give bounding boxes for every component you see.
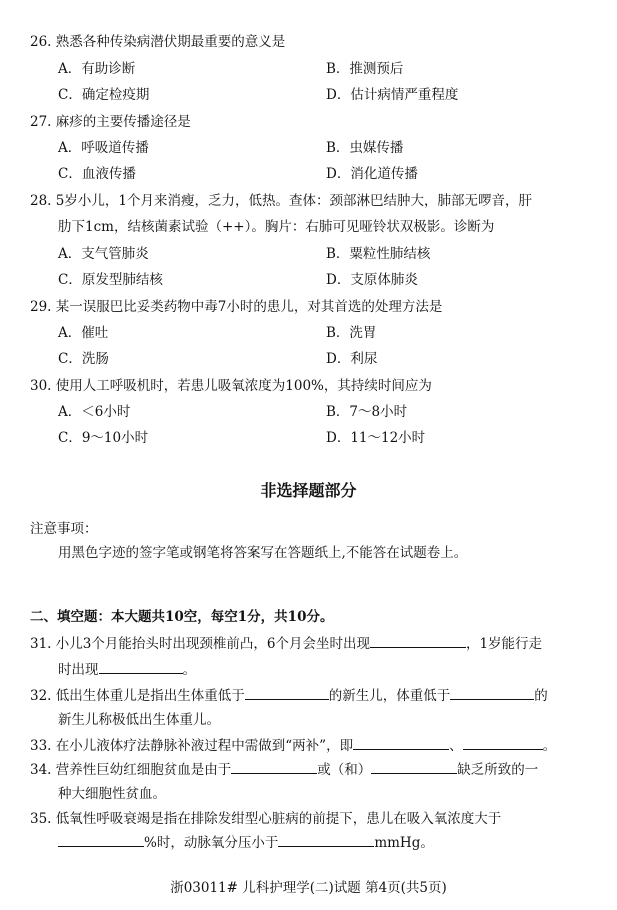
- question-text: 缺乏所致的一: [457, 762, 539, 778]
- question-stem: 麻疹的主要传播途径是: [55, 114, 191, 130]
- option-a: A．催吐: [58, 325, 109, 341]
- question-number: 30.: [30, 378, 52, 394]
- question-33: [30, 734, 556, 754]
- option-c: C．9～10小时: [58, 430, 149, 446]
- option-c: C．原发型肺结核: [58, 272, 163, 288]
- question-stem: 熟悉各种传染病潜伏期最重要的意义是: [55, 34, 286, 50]
- option-c: C．血液传播: [58, 166, 136, 182]
- question-text: 、: [449, 738, 463, 754]
- option-d: D．利尿: [326, 351, 378, 367]
- question-27: [30, 110, 191, 130]
- question-stem-continued: 肋下1cm，结核菌素试验（++）。胸片：右肺可见哑铃状双极影。诊断为: [58, 219, 495, 235]
- question-text: 小儿3个月能抬头时出现颈椎前凸，6个月会坐时出现: [55, 636, 370, 652]
- question-text: 。: [182, 662, 196, 678]
- question-text: 。: [542, 738, 557, 754]
- question-text: %时，动脉氧分压小于: [144, 835, 279, 851]
- question-26: [30, 30, 285, 50]
- question-number: 26.: [30, 34, 52, 50]
- question-number: 34.: [30, 762, 52, 778]
- option-b: B．7～8小时: [326, 404, 408, 420]
- question-text: ，1岁能行走: [465, 636, 543, 652]
- question-number: 35.: [30, 811, 52, 827]
- option-c: C．洗肠: [58, 351, 109, 367]
- question-32: [30, 684, 548, 704]
- answer-blank[interactable]: [463, 737, 543, 750]
- option-a: A．＜6小时: [58, 404, 131, 420]
- question-31-continued: [58, 658, 196, 678]
- option-d: D．消化道传播: [326, 166, 418, 182]
- question-number: 28.: [30, 193, 52, 209]
- question-35: [30, 807, 501, 827]
- answer-blank[interactable]: [245, 687, 329, 700]
- option-b: B．推测预后: [326, 61, 404, 77]
- question-text: 的: [534, 688, 548, 704]
- question-text: 低氧性呼吸衰竭是指在排除发绀型心脏病的前提下，患儿在吸入氧浓度大于: [55, 811, 502, 827]
- page-footer: 浙03011# 儿科护理学(二)试题 第4页(共5页): [170, 880, 447, 896]
- question-number: 32.: [30, 688, 52, 704]
- question-text: 或（和）: [317, 762, 372, 778]
- answer-blank[interactable]: [371, 761, 457, 774]
- question-31: [30, 632, 542, 652]
- option-c: C．确定检疫期: [58, 87, 150, 103]
- fill-section-heading: 二、填空题：本大题共10空，每空1分，共10分。: [30, 609, 334, 625]
- question-text: mmHg。: [374, 835, 434, 851]
- question-29: [30, 295, 442, 315]
- question-34-continued: 种大细胞性贫血。: [58, 786, 166, 802]
- question-stem: 某一误服巴比妥类药物中毒7小时的患儿，对其首选的处理方法是: [55, 299, 443, 315]
- question-text: 营养性巨幼红细胞贫血是由于: [55, 762, 232, 778]
- question-stem: 5岁小儿，1个月来消瘦，乏力，低热。查体：颈部淋巴结肿大，肺部无啰音，肝: [55, 193, 532, 209]
- answer-blank[interactable]: [58, 834, 144, 847]
- question-stem: 使用人工呼吸机时，若患儿吸氧浓度为100%，其持续时间应为: [55, 378, 432, 394]
- question-number: 33.: [30, 738, 52, 754]
- option-b: B．粟粒性肺结核: [326, 246, 431, 262]
- answer-blank[interactable]: [231, 761, 317, 774]
- option-a: A．有助诊断: [58, 61, 136, 77]
- question-text: 的新生儿，体重低于: [328, 688, 451, 704]
- option-b: B．洗胃: [326, 325, 377, 341]
- option-b: B．虫媒传播: [326, 140, 404, 156]
- question-34: [30, 758, 538, 778]
- question-text: 时出现: [58, 662, 99, 678]
- answer-blank[interactable]: [278, 834, 374, 847]
- answer-blank[interactable]: [450, 687, 534, 700]
- notice-text: 用黑色字迹的签字笔或钢笔将答案写在答题纸上,不能答在试题卷上。: [58, 545, 468, 561]
- option-a: A．支气管肺炎: [58, 246, 149, 262]
- question-text: 在小儿液体疗法静脉补液过程中需做到“两补”，即: [55, 738, 354, 754]
- answer-blank[interactable]: [353, 737, 449, 750]
- option-d: D．支原体肺炎: [326, 272, 418, 288]
- question-28: [30, 189, 532, 209]
- question-number: 29.: [30, 299, 52, 315]
- question-number: 27.: [30, 114, 52, 130]
- option-d: D．估计病情严重程度: [326, 87, 459, 103]
- answer-blank[interactable]: [99, 661, 183, 674]
- question-number: 31.: [30, 636, 52, 652]
- section-title: 非选择题部分: [260, 481, 357, 500]
- question-35-continued: [58, 831, 434, 851]
- option-a: A．呼吸道传播: [58, 140, 149, 156]
- question-30: [30, 374, 432, 394]
- answer-blank[interactable]: [370, 635, 466, 648]
- option-d: D．11～12小时: [326, 430, 426, 446]
- question-text: 低出生体重儿是指出生体重低于: [55, 688, 245, 704]
- question-32-continued: 新生儿称极低出生体重儿。: [58, 712, 220, 728]
- notice-heading: 注意事项：: [30, 521, 98, 537]
